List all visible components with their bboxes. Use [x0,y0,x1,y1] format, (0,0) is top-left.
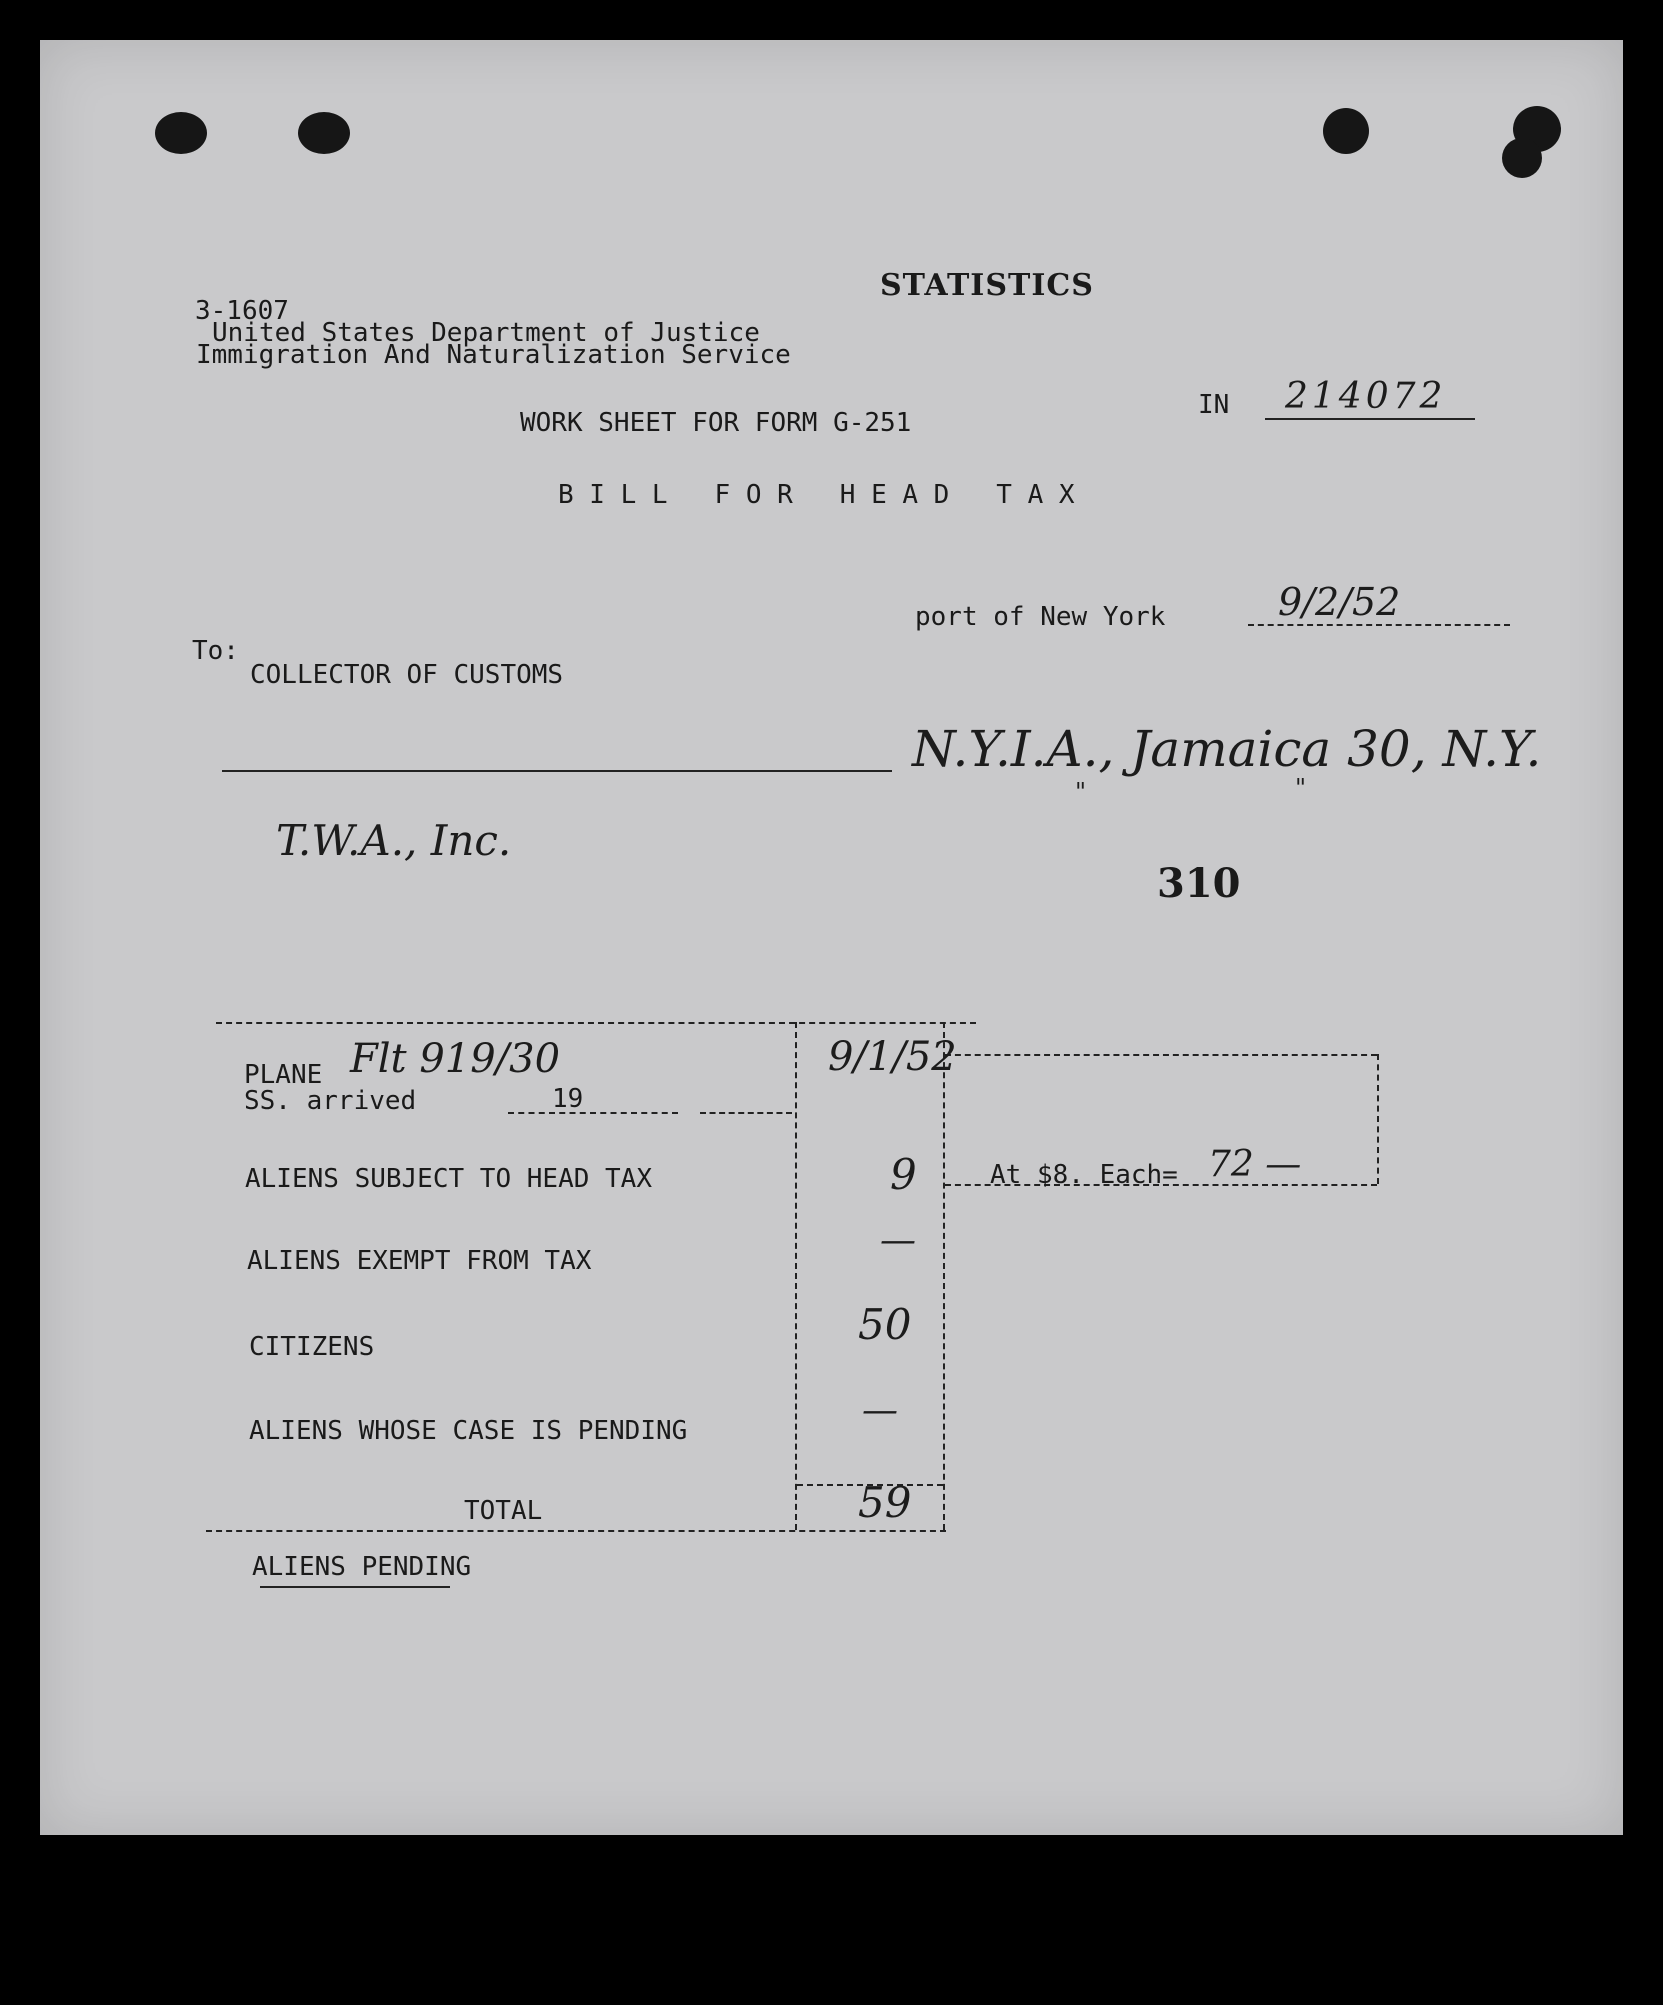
plane-flight: Flt 919/30 [350,1036,561,1082]
aliens-pending-underline [260,1586,450,1588]
address-line [222,770,892,772]
table-bottom-rule [206,1530,946,1532]
punch-hole [1323,108,1369,154]
port-label: port of New York [915,602,1166,632]
in-label: IN [1198,390,1230,420]
ditto-mark: " [1075,778,1087,806]
form-number: 3-1607 [195,296,289,326]
department-name: United States Department of Justice [212,318,760,348]
carrier-name: T.W.A., Inc. [276,816,512,865]
ss-arrived-label: SS. arrived [244,1086,417,1116]
row-citizens-value: 50 [858,1300,912,1349]
row-aliens-subject-value: 9 [890,1150,917,1199]
stamp-number: 310 [1157,860,1241,907]
rate-label: At $8. Each= [990,1160,1178,1190]
rate-total: 72 — [1208,1144,1302,1185]
row-aliens-subject-label: ALIENS SUBJECT TO HEAD TAX [245,1164,652,1194]
punch-hole [155,112,207,154]
ss-arrived-line [508,1112,678,1114]
year-label: 19 [552,1084,584,1114]
aliens-pending-label: ALIENS PENDING [252,1552,472,1582]
to-label: To: [192,636,239,666]
port-date-line [1248,624,1510,626]
row-aliens-exempt-value: — [880,1220,916,1261]
year-line [700,1112,792,1114]
row-aliens-pending-value: — [862,1390,898,1431]
row-citizens-label: CITIZENS [249,1332,375,1362]
row-aliens-pending-label: ALIENS WHOSE CASE IS PENDING [249,1416,688,1446]
statistics-stamp: STATISTICS [880,268,1094,303]
table-divider [795,1022,797,1530]
arrival-date: 9/1/52 [828,1034,957,1080]
punch-hole [298,112,350,154]
service-name: Immigration And Naturalization Service [196,340,791,370]
document-page [40,40,1623,1835]
total-value: 59 [858,1478,912,1527]
plane-label: PLANE [244,1060,323,1090]
worksheet-title: WORK SHEET FOR FORM G-251 [520,408,912,438]
collector-label: COLLECTOR OF CUSTOMS [250,660,564,690]
table-top-rule [216,1022,976,1024]
row-aliens-exempt-label: ALIENS EXEMPT FROM TAX [247,1246,592,1276]
ditto-mark: " [1295,774,1307,802]
in-number: 214072 [1285,376,1447,417]
table-right-border [943,1022,945,1530]
handwritten-location: N.Y.I.A., Jamaica 30, N.Y. [912,720,1542,778]
total-label: TOTAL [464,1496,543,1526]
bill-title: B I L L F O R H E A D T A X [558,480,1075,510]
port-date: 9/2/52 [1278,580,1401,624]
punch-hole [1502,138,1542,178]
in-number-line [1265,418,1475,420]
rate-box-top [945,1054,1377,1056]
rate-box-right [1377,1054,1379,1184]
